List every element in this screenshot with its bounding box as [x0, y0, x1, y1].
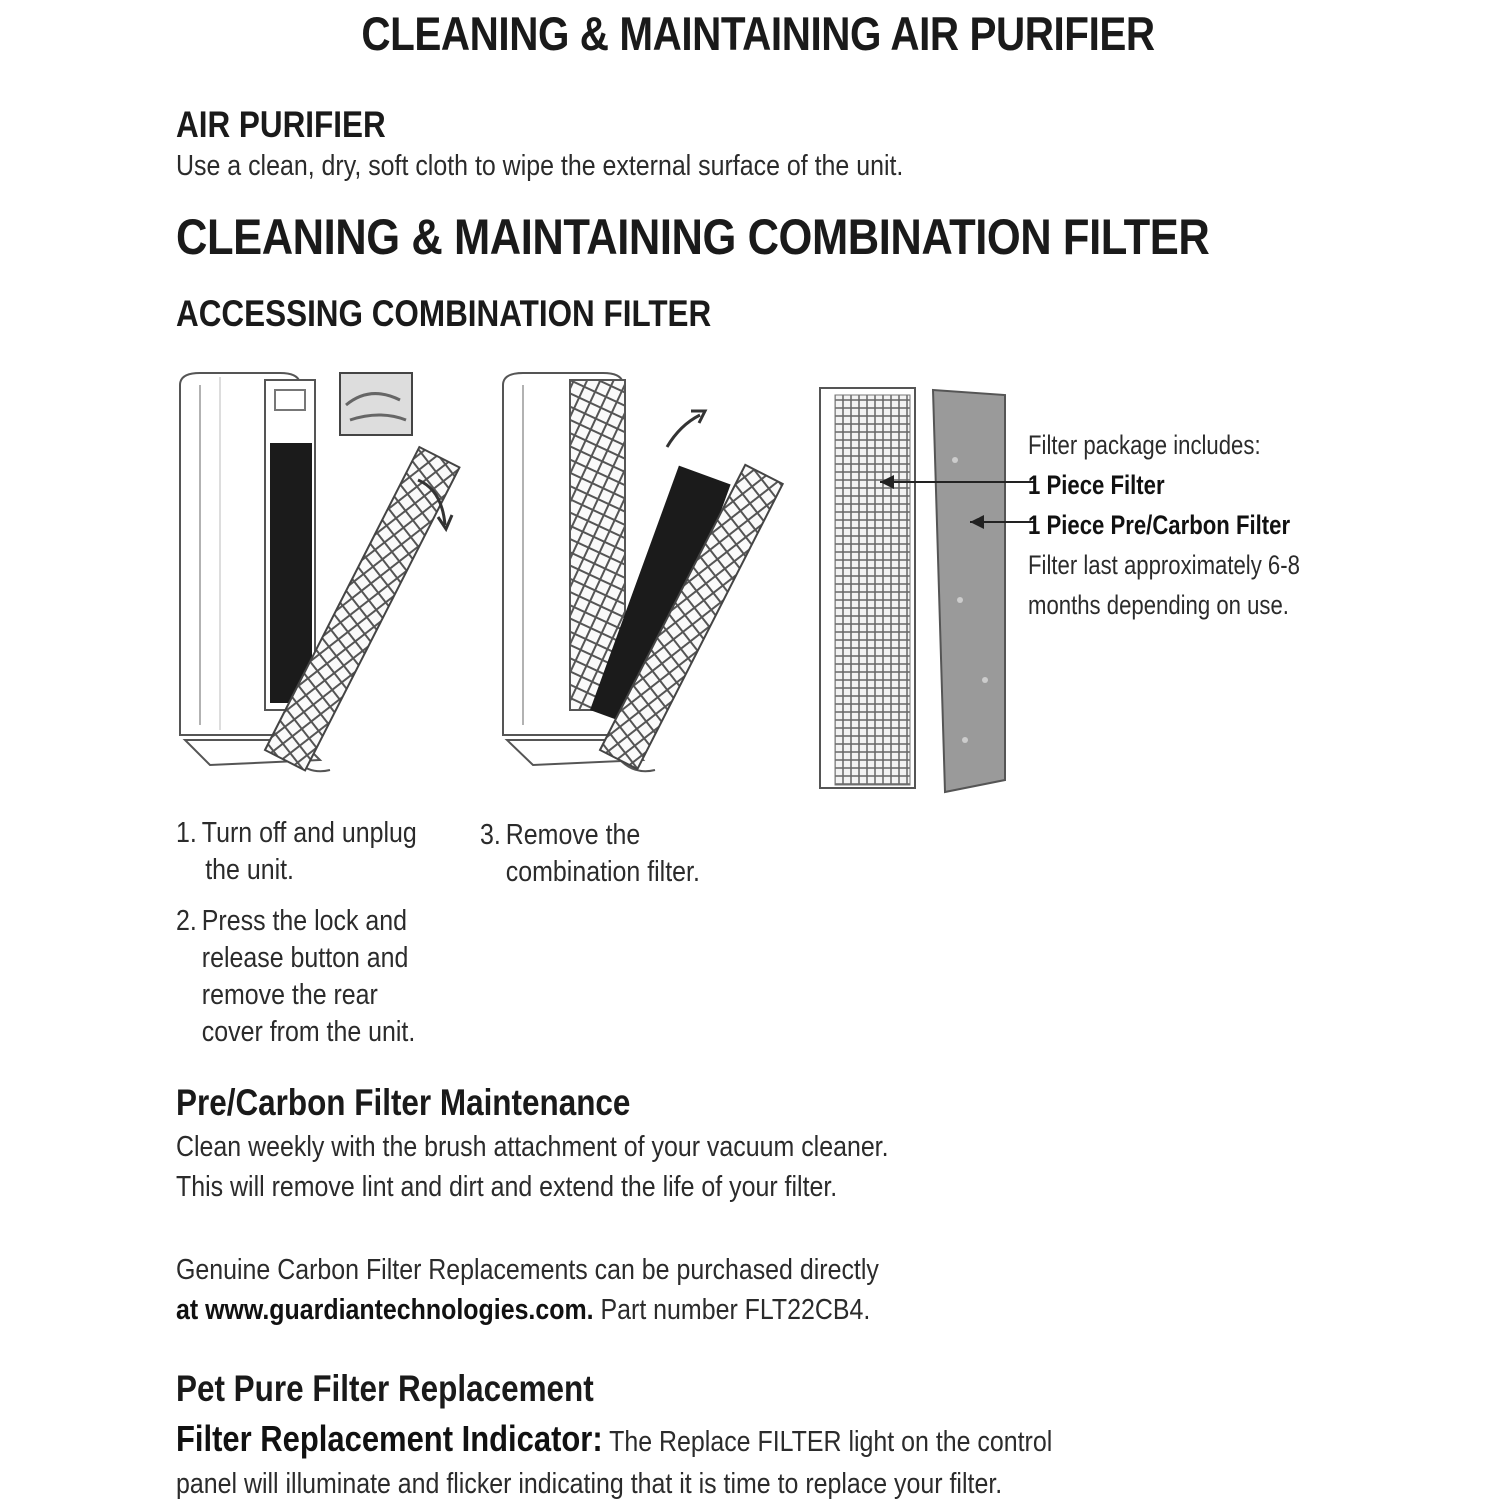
combination-filter-heading: CLEANING & MAINTAINING COMBINATION FILTER [176, 209, 1210, 265]
callout-arrows [870, 470, 1040, 540]
step-1 [176, 815, 417, 889]
replacement-info [176, 1250, 879, 1330]
filter-components-illustration [815, 380, 1015, 800]
indicator-text-1: The Replace FILTER light on the control [602, 1426, 1053, 1458]
pre-carbon-heading: Pre/Carbon Filter Maintenance [176, 1082, 631, 1123]
step-3-line-1: Remove the [505, 819, 641, 851]
step-1-number: 1. [176, 817, 197, 849]
pre-carbon-line-2: This will remove lint and dirt and extend the life of your filter. [176, 1171, 838, 1203]
step-3-illustration [495, 365, 805, 795]
step-3 [480, 817, 700, 891]
filter-package-intro: Filter package includes: [1028, 430, 1261, 460]
step-2-number: 2. [176, 905, 197, 937]
filter-life-line-1: Filter last approximately 6-8 [1028, 550, 1300, 580]
pre-carbon-line-1: Clean weekly with the brush attachment of your vacuum cleaner. [176, 1131, 889, 1163]
step-1-line-1: Turn off and unplug [201, 817, 417, 849]
step-2-line-1: Press the lock and [201, 905, 407, 937]
step-1-2-illustration [170, 365, 470, 795]
step-2-line-2: release button and [201, 942, 409, 974]
filter-package-item-1: 1 Piece Filter [1028, 470, 1165, 500]
air-purifier-text: Use a clean, dry, soft cloth to wipe the external surface of the unit. [176, 150, 904, 182]
step-2-line-3: remove the rear [201, 979, 378, 1011]
step-3-number: 3. [480, 819, 501, 851]
page-title: CLEANING & MAINTAINING AIR PURIFIER [361, 7, 1155, 60]
step-3-line-2: combination filter. [505, 856, 700, 888]
filter-package-callout [1028, 425, 1300, 625]
accessing-filter-heading: ACCESSING COMBINATION FILTER [176, 293, 712, 334]
indicator-label: Filter Replacement Indicator: [176, 1418, 603, 1459]
filter-package-item-2: 1 Piece Pre/Carbon Filter [1028, 510, 1291, 540]
indicator-text [176, 1418, 1052, 1505]
indicator-text-2: panel will illuminate and flicker indicating that it is time to replace your filter. [176, 1468, 1003, 1500]
filter-life-line-2: months depending on use. [1028, 590, 1289, 620]
step-2 [176, 903, 415, 1051]
pet-pure-heading: Pet Pure Filter Replacement [176, 1368, 594, 1409]
step-1-line-2: the unit. [205, 854, 294, 886]
website-link[interactable]: at www.guardiantechnologies.com. [176, 1294, 594, 1326]
step-2-line-4: cover from the unit. [201, 1016, 416, 1048]
air-purifier-heading: AIR PURIFIER [176, 104, 386, 145]
part-number-text: Part number FLT22CB4. [593, 1294, 871, 1326]
replacement-line-1: Genuine Carbon Filter Replacements can be purchased directly [176, 1254, 879, 1286]
pre-carbon-text [176, 1127, 889, 1207]
